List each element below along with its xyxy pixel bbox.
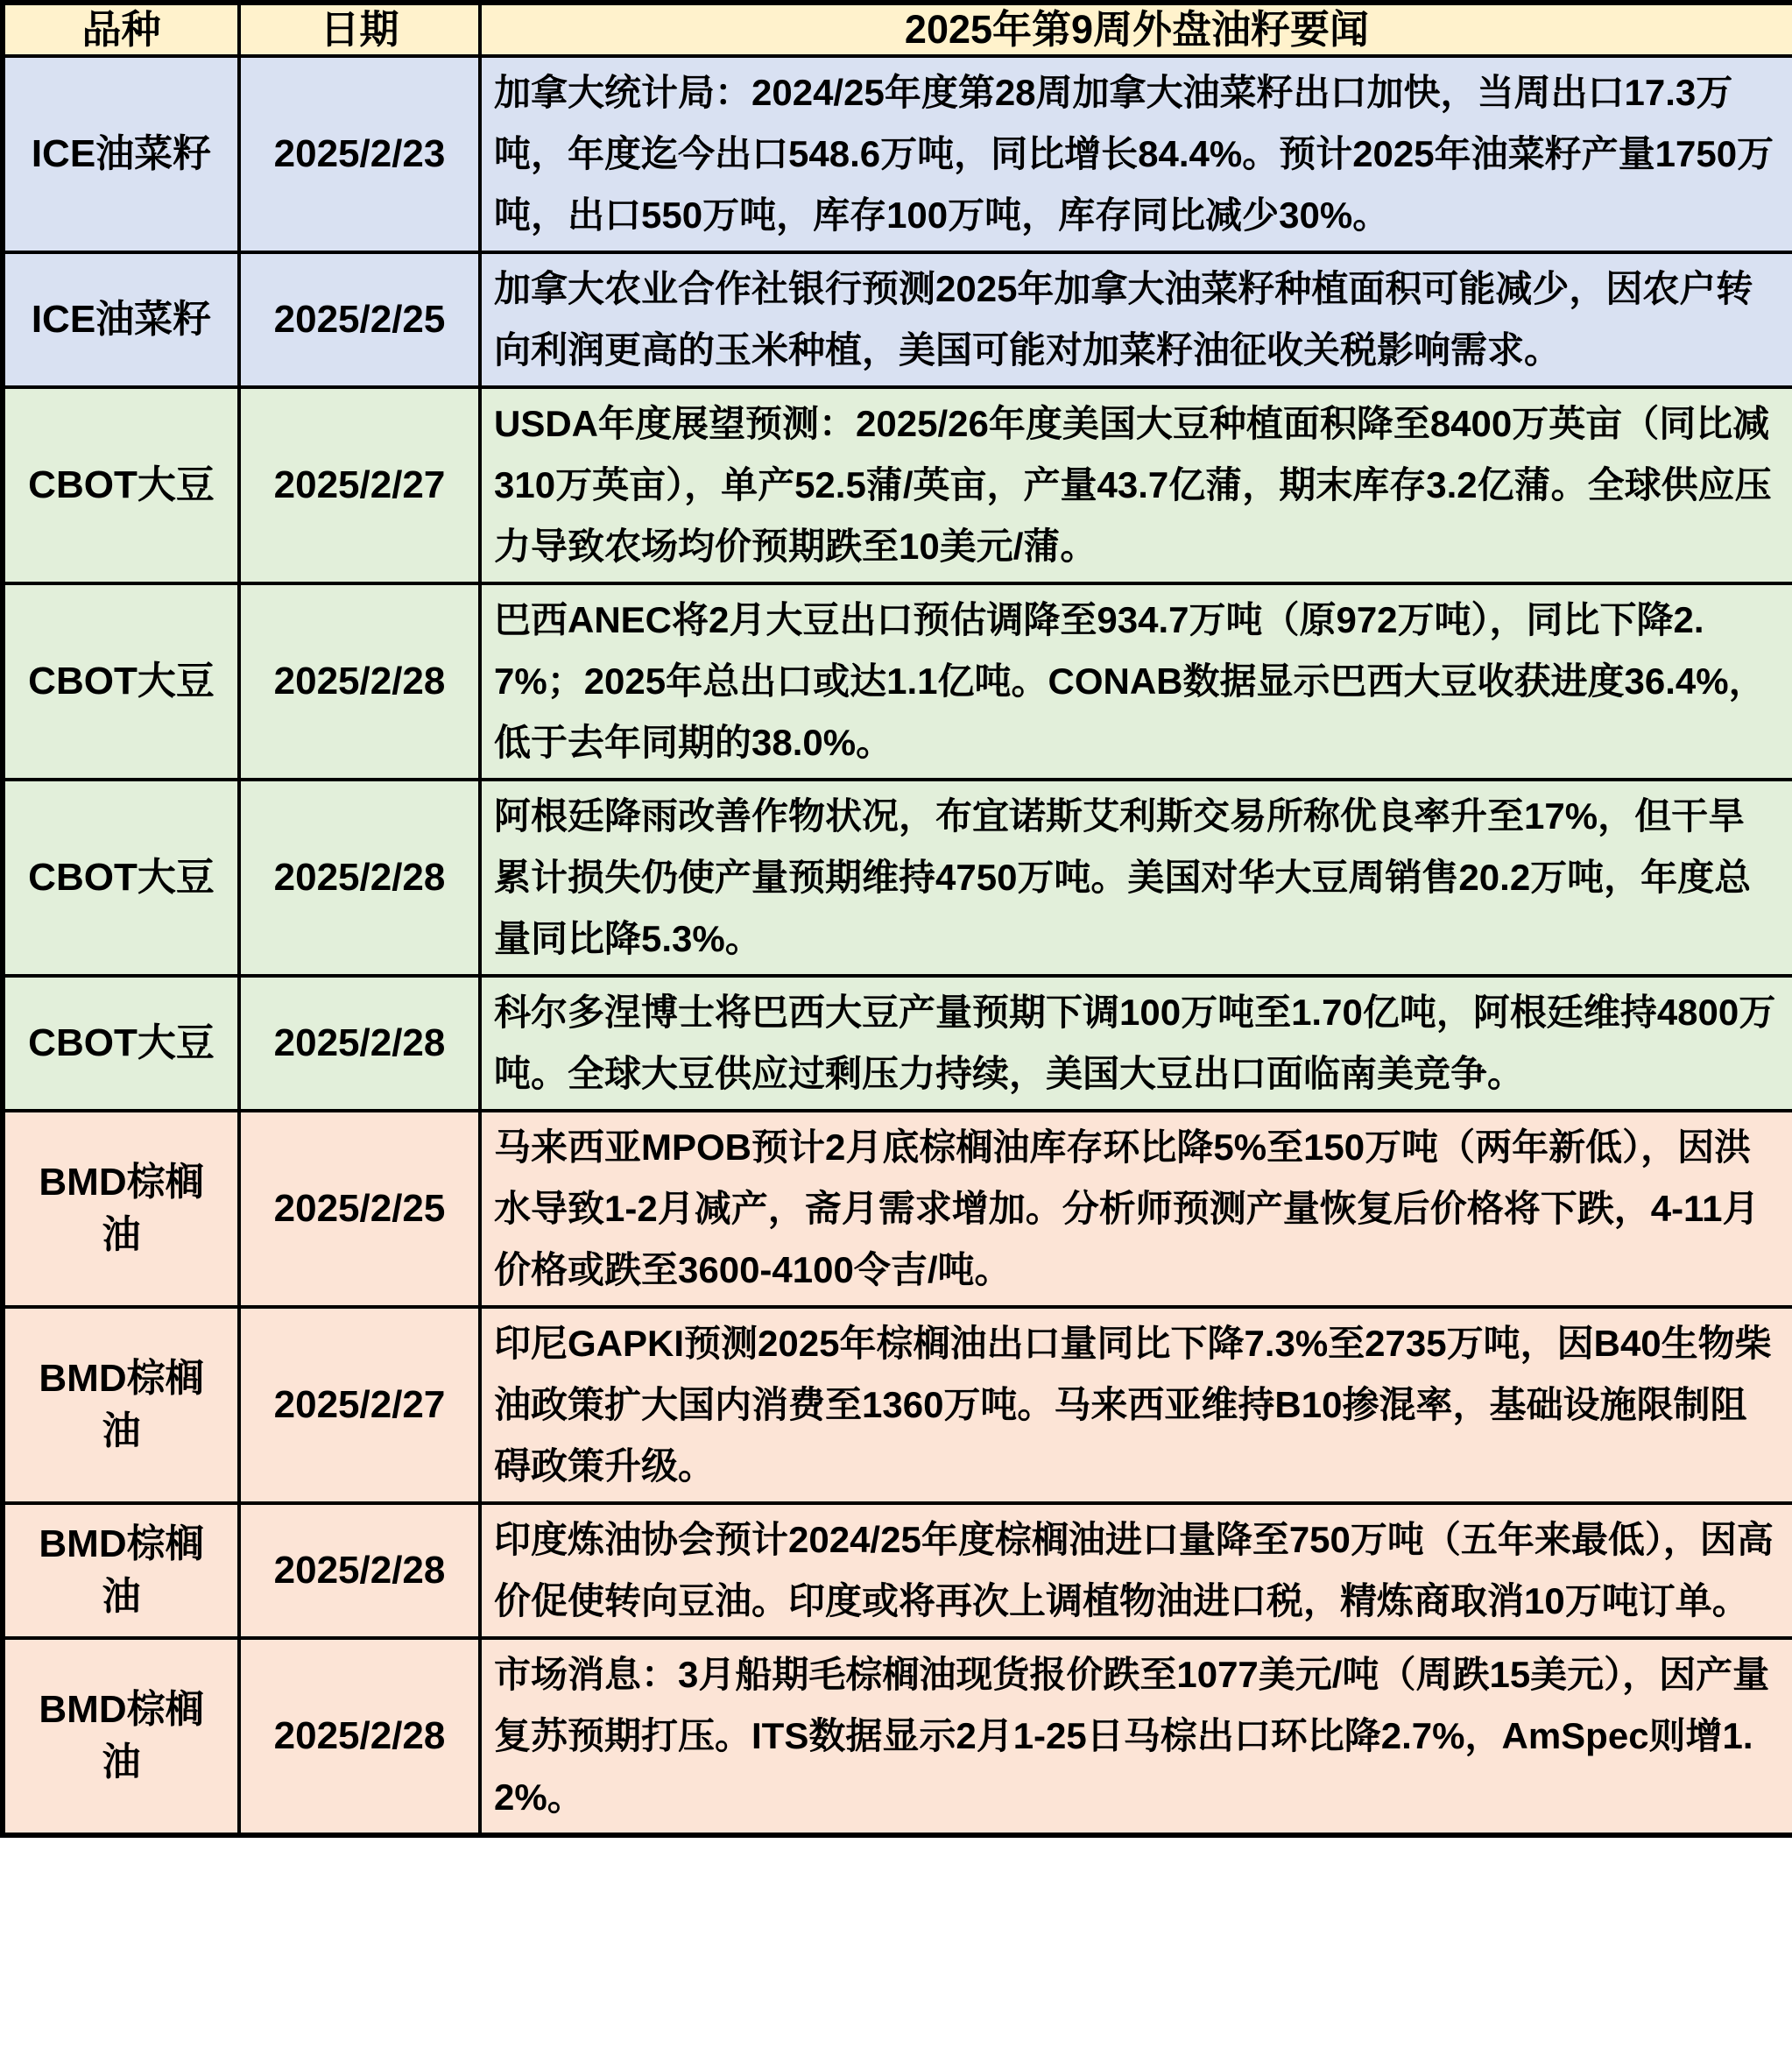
news-cell: USDA年度展望预测：2025/26年度美国大豆种植面积降至8400万英亩（同比减310万英亩），单产52.5蒲/英亩，产量43.7亿蒲，期末库存3.2亿蒲。全球供应压力导致农场均价预期跌至10美元/蒲。 bbox=[480, 387, 1792, 583]
variety-cell: CBOT大豆 bbox=[3, 583, 239, 780]
news-cell: 加拿大统计局：2024/25年度第28周加拿大油菜籽出口加快，当周出口17.3万吨，年度迄今出口548.6万吨，同比增长84.4%。预计2025年油菜籽产量1750万吨，出口550万吨，库存100万吨，库存同比减少30%。 bbox=[480, 56, 1792, 252]
variety-cell: BMD棕榈油 bbox=[3, 1111, 239, 1307]
column-header-variety: 品种 bbox=[3, 3, 239, 56]
date-cell: 2025/2/25 bbox=[239, 252, 480, 387]
table-row bbox=[3, 583, 1792, 780]
table-body bbox=[3, 56, 1792, 1835]
date-cell: 2025/2/28 bbox=[239, 780, 480, 976]
news-cell: 印尼GAPKI预测2025年棕榈油出口量同比下降7.3%至2735万吨，因B40生物柴油政策扩大国内消费至1360万吨。马来西亚维持B10掺混率，基础设施限制阻碍政策升级。 bbox=[480, 1307, 1792, 1503]
date-cell: 2025/2/28 bbox=[239, 1503, 480, 1638]
table-row bbox=[3, 1638, 1792, 1835]
date-cell: 2025/2/25 bbox=[239, 1111, 480, 1307]
table-row bbox=[3, 1307, 1792, 1503]
variety-cell: CBOT大豆 bbox=[3, 387, 239, 583]
news-cell: 科尔多涅博士将巴西大豆产量预期下调100万吨至1.70亿吨，阿根廷维持4800万吨。全球大豆供应过剩压力持续，美国大豆出口面临南美竞争。 bbox=[480, 976, 1792, 1111]
news-cell: 市场消息：3月船期毛棕榈油现货报价跌至1077美元/吨（周跌15美元），因产量复苏预期打压。ITS数据显示2月1-25日马棕出口环比降2.7%，AmSpec则增1.2%。 bbox=[480, 1638, 1792, 1835]
date-cell: 2025/2/23 bbox=[239, 56, 480, 252]
news-cell: 印度炼油协会预计2024/25年度棕榈油进口量降至750万吨（五年来最低），因高价促使转向豆油。印度或将再次上调植物油进口税，精炼商取消10万吨订单。 bbox=[480, 1503, 1792, 1638]
table-row bbox=[3, 252, 1792, 387]
variety-cell: BMD棕榈油 bbox=[3, 1307, 239, 1503]
table-row bbox=[3, 1503, 1792, 1638]
date-cell: 2025/2/28 bbox=[239, 976, 480, 1111]
date-cell: 2025/2/27 bbox=[239, 1307, 480, 1503]
table-header bbox=[3, 3, 1792, 56]
table-row bbox=[3, 1111, 1792, 1307]
news-cell: 巴西ANEC将2月大豆出口预估调降至934.7万吨（原972万吨），同比下降2.7%；2025年总出口或达1.1亿吨。CONAB数据显示巴西大豆收获进度36.4%，低于去年同期的38.0%。 bbox=[480, 583, 1792, 780]
news-cell: 加拿大农业合作社银行预测2025年加拿大油菜籽种植面积可能减少，因农户转向利润更高的玉米种植，美国可能对加菜籽油征收关税影响需求。 bbox=[480, 252, 1792, 387]
table-row bbox=[3, 387, 1792, 583]
date-cell: 2025/2/27 bbox=[239, 387, 480, 583]
variety-cell: BMD棕榈油 bbox=[3, 1638, 239, 1835]
date-cell: 2025/2/28 bbox=[239, 1638, 480, 1835]
variety-cell: BMD棕榈油 bbox=[3, 1503, 239, 1638]
news-cell: 阿根廷降雨改善作物状况，布宜诺斯艾利斯交易所称优良率升至17%，但干旱累计损失仍使产量预期维持4750万吨。美国对华大豆周销售20.2万吨，年度总量同比降5.3%。 bbox=[480, 780, 1792, 976]
variety-cell: CBOT大豆 bbox=[3, 976, 239, 1111]
table-row bbox=[3, 780, 1792, 976]
news-cell: 马来西亚MPOB预计2月底棕榈油库存环比降5%至150万吨（两年新低），因洪水导致1-2月减产，斋月需求增加。分析师预测产量恢复后价格将下跌，4-11月价格或跌至3600-4100令吉/吨。 bbox=[480, 1111, 1792, 1307]
variety-cell: ICE油菜籽 bbox=[3, 56, 239, 252]
header-row bbox=[3, 3, 1792, 56]
column-header-date: 日期 bbox=[239, 3, 480, 56]
variety-cell: ICE油菜籽 bbox=[3, 252, 239, 387]
date-cell: 2025/2/28 bbox=[239, 583, 480, 780]
column-header-news-title: 2025年第9周外盘油籽要闻 bbox=[480, 3, 1792, 56]
table-row bbox=[3, 976, 1792, 1111]
variety-cell: CBOT大豆 bbox=[3, 780, 239, 976]
table-row bbox=[3, 56, 1792, 252]
